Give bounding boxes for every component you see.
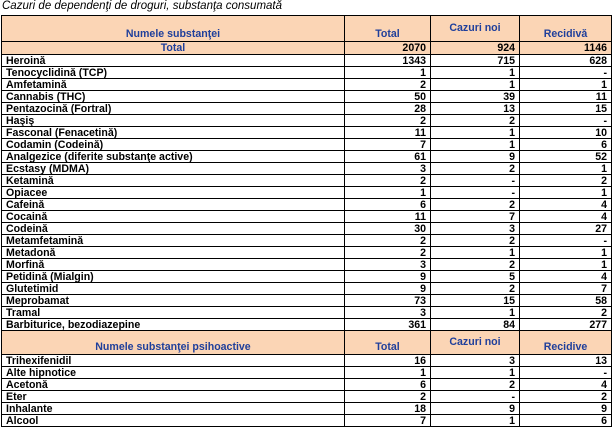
substance-name: Tramal (2, 307, 345, 319)
new-cases-value: 1 (431, 127, 520, 139)
total-value: 2 (345, 391, 431, 403)
substance-name: Amfetamină (2, 79, 345, 91)
total-label: Total (2, 42, 345, 55)
new-cases-value: 84 (431, 319, 520, 331)
new-cases-value: 2 (431, 115, 520, 127)
total-value: 18 (345, 403, 431, 415)
new-cases-value: 3 (431, 355, 520, 367)
table-row (2, 55, 612, 67)
relapses-value: 7 (520, 283, 612, 295)
new-cases-value: 924 (431, 42, 520, 55)
substance-name: Opiacee (2, 187, 345, 199)
total-value: 1 (345, 187, 431, 199)
total-value: 2 (345, 115, 431, 127)
relapses-value: - (520, 367, 612, 379)
table-row (2, 319, 612, 331)
total-value: 7 (345, 139, 431, 151)
substance-name: Inhalante (2, 403, 345, 415)
new-cases-value: 1 (431, 307, 520, 319)
new-cases-value: 5 (431, 271, 520, 283)
header-total: Total (345, 16, 431, 42)
total-row (2, 42, 612, 55)
total-value: 2070 (345, 42, 431, 55)
relapses-value: 1 (520, 79, 612, 91)
total-value: 6 (345, 379, 431, 391)
table-row (2, 283, 612, 295)
new-cases-value: 1 (431, 139, 520, 151)
total-value: 7 (345, 415, 431, 427)
relapses-value: 4 (520, 379, 612, 391)
table-row (2, 259, 612, 271)
substance-name: Analgezice (diferite substanţe active) (2, 151, 345, 163)
total-value: 2 (345, 79, 431, 91)
new-cases-value: 1 (431, 79, 520, 91)
relapses-value: 4 (520, 271, 612, 283)
total-value: 30 (345, 223, 431, 235)
new-cases-value: 2 (431, 199, 520, 211)
relapses-value: - (520, 115, 612, 127)
substance-name: Meprobamat (2, 295, 345, 307)
total-value: 1 (345, 67, 431, 79)
total-value: 2 (345, 235, 431, 247)
relapses-value: 6 (520, 415, 612, 427)
relapses-value: 1 (520, 163, 612, 175)
substance-name: Glutetimid (2, 283, 345, 295)
substance-name: Tenocyclidină (TCP) (2, 67, 345, 79)
relapses-value: 6 (520, 139, 612, 151)
header-relapses: Recidive (520, 331, 612, 355)
table-row (2, 415, 612, 427)
total-value: 361 (345, 319, 431, 331)
substance-name: Fasconal (Fenacetină) (2, 127, 345, 139)
relapses-value: 2 (520, 175, 612, 187)
relapses-value: - (520, 67, 612, 79)
substance-name: Codeină (2, 223, 345, 235)
substance-name: Alte hipnotice (2, 367, 345, 379)
table-row (2, 367, 612, 379)
total-value: 16 (345, 355, 431, 367)
relapses-value: 277 (520, 319, 612, 331)
table-row (2, 79, 612, 91)
new-cases-value: 1 (431, 67, 520, 79)
relapses-value: - (520, 235, 612, 247)
new-cases-value: - (431, 391, 520, 403)
table-row (2, 103, 612, 115)
relapses-value: 1 (520, 187, 612, 199)
new-cases-value: 1 (431, 415, 520, 427)
substance-name: Ketamină (2, 175, 345, 187)
relapses-value: 27 (520, 223, 612, 235)
substance-name: Codamin (Codeină) (2, 139, 345, 151)
new-cases-value: 39 (431, 91, 520, 103)
header-new-cases: Cazuri noi (431, 331, 520, 355)
relapses-value: 11 (520, 91, 612, 103)
new-cases-value: 9 (431, 403, 520, 415)
relapses-value: 10 (520, 127, 612, 139)
relapses-value: 4 (520, 199, 612, 211)
relapses-value: 58 (520, 295, 612, 307)
table-row (2, 295, 612, 307)
total-value: 9 (345, 283, 431, 295)
substance-name: Cocaină (2, 211, 345, 223)
substance-name: Heroină (2, 55, 345, 67)
header-substance: Numele substanţei (2, 16, 345, 42)
total-value: 73 (345, 295, 431, 307)
table-row (2, 139, 612, 151)
drug-dependence-table (1, 15, 612, 427)
table-row (2, 271, 612, 283)
header-row (2, 331, 612, 355)
header-row (2, 16, 612, 42)
relapses-value: 2 (520, 307, 612, 319)
total-value: 1343 (345, 55, 431, 67)
new-cases-value: 2 (431, 379, 520, 391)
total-value: 50 (345, 91, 431, 103)
substance-name: Ecstasy (MDMA) (2, 163, 345, 175)
table-row (2, 211, 612, 223)
new-cases-value: 7 (431, 211, 520, 223)
substance-name: Haşiş (2, 115, 345, 127)
table-row (2, 235, 612, 247)
total-value: 28 (345, 103, 431, 115)
new-cases-value: - (431, 187, 520, 199)
substance-name: Petidină (Mialgin) (2, 271, 345, 283)
table-row (2, 403, 612, 415)
new-cases-value: 1 (431, 367, 520, 379)
relapses-value: 4 (520, 211, 612, 223)
table-row (2, 223, 612, 235)
total-value: 61 (345, 151, 431, 163)
substance-name: Morfină (2, 259, 345, 271)
relapses-value: 15 (520, 103, 612, 115)
substance-name: Pentazocină (Fortral) (2, 103, 345, 115)
substance-name: Trihexifenidil (2, 355, 345, 367)
new-cases-value: 2 (431, 235, 520, 247)
table-row (2, 127, 612, 139)
relapses-value: 9 (520, 403, 612, 415)
substance-name: Eter (2, 391, 345, 403)
table-caption: Cazuri de dependenţi de droguri, substanţa consumată (2, 0, 283, 12)
table-row (2, 91, 612, 103)
new-cases-value: 1 (431, 247, 520, 259)
total-value: 6 (345, 199, 431, 211)
new-cases-value: 15 (431, 295, 520, 307)
substance-name: Acetonă (2, 379, 345, 391)
table-row (2, 379, 612, 391)
total-value: 9 (345, 271, 431, 283)
header-substance: Numele substanţei psihoactive (2, 331, 345, 355)
header-total: Total (345, 331, 431, 355)
relapses-value: 1 (520, 259, 612, 271)
substance-name: Barbiturice, bezodiazepine (2, 319, 345, 331)
header-new-cases: Cazuri noi (431, 16, 520, 42)
new-cases-value: 3 (431, 223, 520, 235)
new-cases-value: 2 (431, 283, 520, 295)
total-value: 3 (345, 259, 431, 271)
relapses-value: 1146 (520, 42, 612, 55)
new-cases-value: 715 (431, 55, 520, 67)
table-row (2, 187, 612, 199)
table-row (2, 307, 612, 319)
table-row (2, 199, 612, 211)
total-value: 11 (345, 211, 431, 223)
table-row (2, 163, 612, 175)
new-cases-value: 13 (431, 103, 520, 115)
total-value: 1 (345, 367, 431, 379)
total-value: 3 (345, 163, 431, 175)
new-cases-value: 9 (431, 151, 520, 163)
table-row (2, 115, 612, 127)
table-row (2, 151, 612, 163)
total-value: 2 (345, 247, 431, 259)
substance-name: Cafeină (2, 199, 345, 211)
substance-name: Metamfetamină (2, 235, 345, 247)
relapses-value: 13 (520, 355, 612, 367)
substance-name: Alcool (2, 415, 345, 427)
table-row (2, 247, 612, 259)
table-row (2, 67, 612, 79)
table-row (2, 391, 612, 403)
table-row (2, 355, 612, 367)
total-value: 2 (345, 175, 431, 187)
table-row (2, 175, 612, 187)
header-relapses: Recidivă (520, 16, 612, 42)
total-value: 11 (345, 127, 431, 139)
substance-name: Cannabis (THC) (2, 91, 345, 103)
relapses-value: 2 (520, 391, 612, 403)
relapses-value: 52 (520, 151, 612, 163)
substance-name: Metadonă (2, 247, 345, 259)
total-value: 3 (345, 307, 431, 319)
new-cases-value: 2 (431, 163, 520, 175)
relapses-value: 1 (520, 247, 612, 259)
new-cases-value: - (431, 175, 520, 187)
relapses-value: 628 (520, 55, 612, 67)
new-cases-value: 2 (431, 259, 520, 271)
